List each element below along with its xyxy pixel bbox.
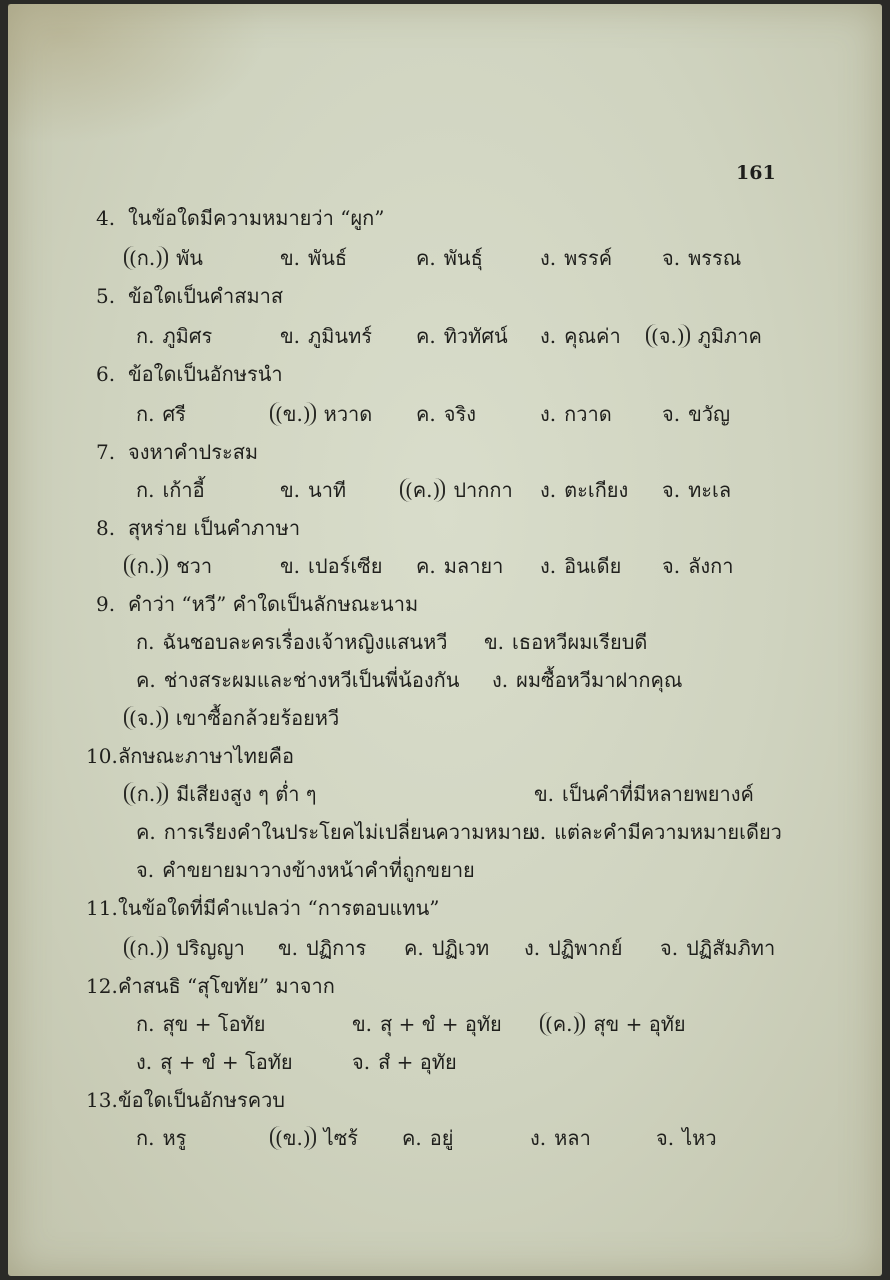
option-key: ค. (136, 820, 156, 844)
option-text: อยู่ (429, 1126, 454, 1150)
option-key: จ. (662, 402, 681, 426)
option-d (530, 816, 782, 848)
option-text: เปอร์เซีย (308, 554, 383, 578)
question-7 (96, 436, 258, 468)
option-key: (จ.) (124, 706, 168, 730)
option-text: ปฏิเวท (431, 936, 490, 960)
option-a (124, 242, 203, 274)
option-c (404, 932, 489, 964)
option-e (124, 702, 339, 734)
question-9 (96, 588, 418, 620)
option-e (662, 242, 741, 274)
option-text: กวาด (564, 402, 612, 426)
question-number: 10. (86, 744, 118, 768)
option-text: ลังกา (688, 554, 734, 578)
option-d (524, 932, 623, 964)
option-key: ค. (416, 324, 436, 348)
option-e (660, 932, 775, 964)
option-c (416, 242, 483, 274)
question-number: 8. (96, 516, 116, 540)
option-key: ข. (280, 324, 301, 348)
option-text: สุ + ขํ + โอทัย (160, 1050, 293, 1074)
option-text: ผมซื้อหวีมาฝากคุณ (516, 668, 683, 692)
option-d (136, 1046, 293, 1078)
question-stem: ข้อใดเป็นคำสมาส (128, 284, 284, 308)
option-text: คุณค่า (564, 324, 621, 348)
option-a (124, 778, 317, 810)
option-text: ปริญญา (176, 936, 245, 960)
option-b (270, 398, 372, 430)
option-b (280, 550, 382, 582)
question-stem: ในข้อใดที่มีคำแปลว่า “การตอบแทน” (118, 896, 440, 920)
option-key: (ข.) (270, 1126, 316, 1150)
option-key: ง. (540, 246, 557, 270)
option-text: หรู (162, 1126, 187, 1150)
option-text: คำขยายมาวางข้างหน้าคำที่ถูกขยาย (162, 858, 475, 882)
paper-stain (8, 4, 268, 144)
option-key: (ก.) (124, 554, 168, 578)
option-key: ข. (280, 246, 301, 270)
option-a (136, 320, 212, 352)
option-key: ง. (540, 478, 557, 502)
question-number: 13. (86, 1088, 118, 1112)
option-key: ก. (136, 402, 155, 426)
option-text: นาที (308, 478, 347, 502)
option-b (352, 1008, 502, 1040)
option-key: ง. (540, 402, 557, 426)
option-a (136, 626, 447, 658)
option-key: จ. (660, 936, 679, 960)
option-text: ปากกา (453, 478, 513, 502)
option-a (124, 550, 212, 582)
question-number: 5. (96, 284, 116, 308)
question-stem: คำสนธิ “สุโขทัย” มาจาก (118, 974, 335, 998)
option-a (136, 1008, 265, 1040)
option-text: ชวา (176, 554, 213, 578)
option-c (402, 1122, 453, 1154)
option-b (484, 626, 647, 658)
option-c (136, 664, 459, 696)
option-key: (ก.) (124, 936, 168, 960)
option-text: ภูมิภาค (697, 324, 762, 348)
option-text: ฉันชอบละครเรื่องเจ้าหญิงแสนหวี (162, 630, 448, 654)
option-d (492, 664, 682, 696)
option-text: หวาด (323, 402, 373, 426)
option-e (136, 854, 475, 886)
option-key: (ค.) (540, 1012, 585, 1036)
question-number: 6. (96, 362, 116, 386)
question-number: 9. (96, 592, 116, 616)
option-text: สุข + อุทัย (593, 1012, 686, 1036)
option-d (540, 242, 612, 274)
option-key: ข. (280, 554, 301, 578)
option-key: ก. (136, 1126, 155, 1150)
option-key: ข. (484, 630, 505, 654)
option-b (280, 242, 347, 274)
option-text: การเรียงคำในประโยคไม่เปลี่ยนความหมาย (163, 820, 534, 844)
option-text: ไหว (682, 1126, 717, 1150)
question-stem: ในข้อใดมีความหมายว่า “ผูก” (128, 206, 385, 230)
option-a (136, 1122, 186, 1154)
option-c (416, 550, 503, 582)
option-key: จ. (352, 1050, 371, 1074)
question-number: 7. (96, 440, 116, 464)
option-text: ภูมินทร์ (308, 324, 372, 348)
option-text: สํ + อุทัย (378, 1050, 457, 1074)
option-key: ค. (402, 1126, 422, 1150)
question-stem: ลักษณะภาษาไทยคือ (118, 744, 295, 768)
option-text: พรรณ (688, 246, 742, 270)
option-text: ปฏิพากย์ (548, 936, 623, 960)
option-key: (ก.) (124, 246, 168, 270)
option-text: สุข + โอทัย (162, 1012, 266, 1036)
option-key: จ. (662, 246, 681, 270)
question-6 (96, 358, 283, 390)
option-d (540, 320, 621, 352)
option-key: ค. (416, 402, 436, 426)
option-key: ข. (352, 1012, 373, 1036)
option-key: ก. (136, 1012, 155, 1036)
option-key: ค. (404, 936, 424, 960)
question-stem: จงหาคำประสม (128, 440, 259, 464)
question-13 (86, 1084, 285, 1116)
option-key: ก. (136, 324, 155, 348)
option-key: ก. (136, 630, 155, 654)
option-text: เขาซื้อกล้วยร้อยหวี (175, 706, 340, 730)
option-a (124, 932, 245, 964)
option-text: แต่ละคำมีความหมายเดียว (554, 820, 782, 844)
option-key: ค. (136, 668, 156, 692)
option-text: ช่างสระผมและช่างหวีเป็นพี่น้องกัน (163, 668, 460, 692)
question-11 (86, 892, 439, 924)
question-4 (96, 202, 385, 234)
option-e (662, 550, 733, 582)
option-e (656, 1122, 717, 1154)
option-d (530, 1122, 591, 1154)
option-key: ง. (530, 1126, 547, 1150)
option-text: ปฏิสัมภิทา (686, 936, 776, 960)
question-12 (86, 970, 335, 1002)
option-key: (ก.) (124, 782, 168, 806)
option-key: ก. (136, 478, 155, 502)
option-c (416, 398, 476, 430)
option-c (540, 1008, 686, 1040)
option-key: ง. (524, 936, 541, 960)
question-number: 11. (86, 896, 118, 920)
option-text: พัน (176, 246, 203, 270)
option-key: (ค.) (400, 478, 445, 502)
option-e (662, 474, 731, 506)
option-d (540, 398, 612, 430)
option-text: ขวัญ (688, 402, 731, 426)
option-key: (ข.) (270, 402, 316, 426)
question-stem: ข้อใดเป็นอักษรนำ (128, 362, 283, 386)
option-b (534, 778, 754, 810)
option-key: ง. (540, 324, 557, 348)
option-c (136, 816, 534, 848)
question-number: 4. (96, 206, 116, 230)
option-text: ไซร้ (323, 1126, 359, 1150)
option-a (136, 474, 205, 506)
option-b (278, 932, 366, 964)
option-key: ง. (540, 554, 557, 578)
page-number: 161 (736, 162, 776, 184)
option-b (270, 1122, 358, 1154)
option-text: เก้าอี้ (162, 478, 205, 502)
option-text: จริง (443, 402, 476, 426)
option-text: ภูมิศร (162, 324, 213, 348)
option-text: พันธุ์ (443, 246, 483, 270)
option-text: เป็นคำที่มีหลายพยางค์ (562, 782, 754, 806)
question-stem: ข้อใดเป็นอักษรควบ (118, 1088, 285, 1112)
option-c (400, 474, 513, 506)
book-page (8, 4, 882, 1276)
option-text: สุ + ขํ + อุทัย (380, 1012, 502, 1036)
option-key: ข. (280, 478, 301, 502)
option-key: (จ.) (646, 324, 690, 348)
option-key: ค. (416, 246, 436, 270)
option-key: จ. (656, 1126, 675, 1150)
option-text: พรรค์ (564, 246, 613, 270)
option-e (646, 320, 762, 352)
option-b (280, 320, 372, 352)
option-d (540, 474, 628, 506)
option-text: หลา (554, 1126, 591, 1150)
option-key: จ. (662, 554, 681, 578)
option-text: ทะเล (688, 478, 732, 502)
question-5 (96, 280, 283, 312)
option-key: จ. (136, 858, 155, 882)
option-text: พันธ์ (308, 246, 348, 270)
question-8 (96, 512, 300, 544)
option-e (352, 1046, 457, 1078)
question-stem: คำว่า “หวี” คำใดเป็นลักษณะนาม (128, 592, 419, 616)
option-text: มีเสียงสูง ๆ ต่ำ ๆ (176, 782, 317, 806)
question-number: 12. (86, 974, 118, 998)
option-key: ข. (278, 936, 299, 960)
option-text: อินเดีย (564, 554, 622, 578)
question-10 (86, 740, 294, 772)
option-key: จ. (662, 478, 681, 502)
option-key: ค. (416, 554, 436, 578)
question-stem: สุหร่าย เป็นคำภาษา (128, 516, 301, 540)
option-text: มลายา (443, 554, 504, 578)
option-e (662, 398, 730, 430)
option-d (540, 550, 621, 582)
option-b (280, 474, 346, 506)
option-c (416, 320, 508, 352)
option-key: ง. (530, 820, 547, 844)
option-text: ปฏิการ (306, 936, 367, 960)
option-text: ตะเกียง (564, 478, 629, 502)
option-text: เธอหวีผมเรียบดี (512, 630, 648, 654)
option-text: ทิวทัศน์ (443, 324, 508, 348)
option-key: ง. (136, 1050, 153, 1074)
option-key: ข. (534, 782, 555, 806)
option-key: ง. (492, 668, 509, 692)
option-a (136, 398, 186, 430)
option-text: ศรี (162, 402, 186, 426)
